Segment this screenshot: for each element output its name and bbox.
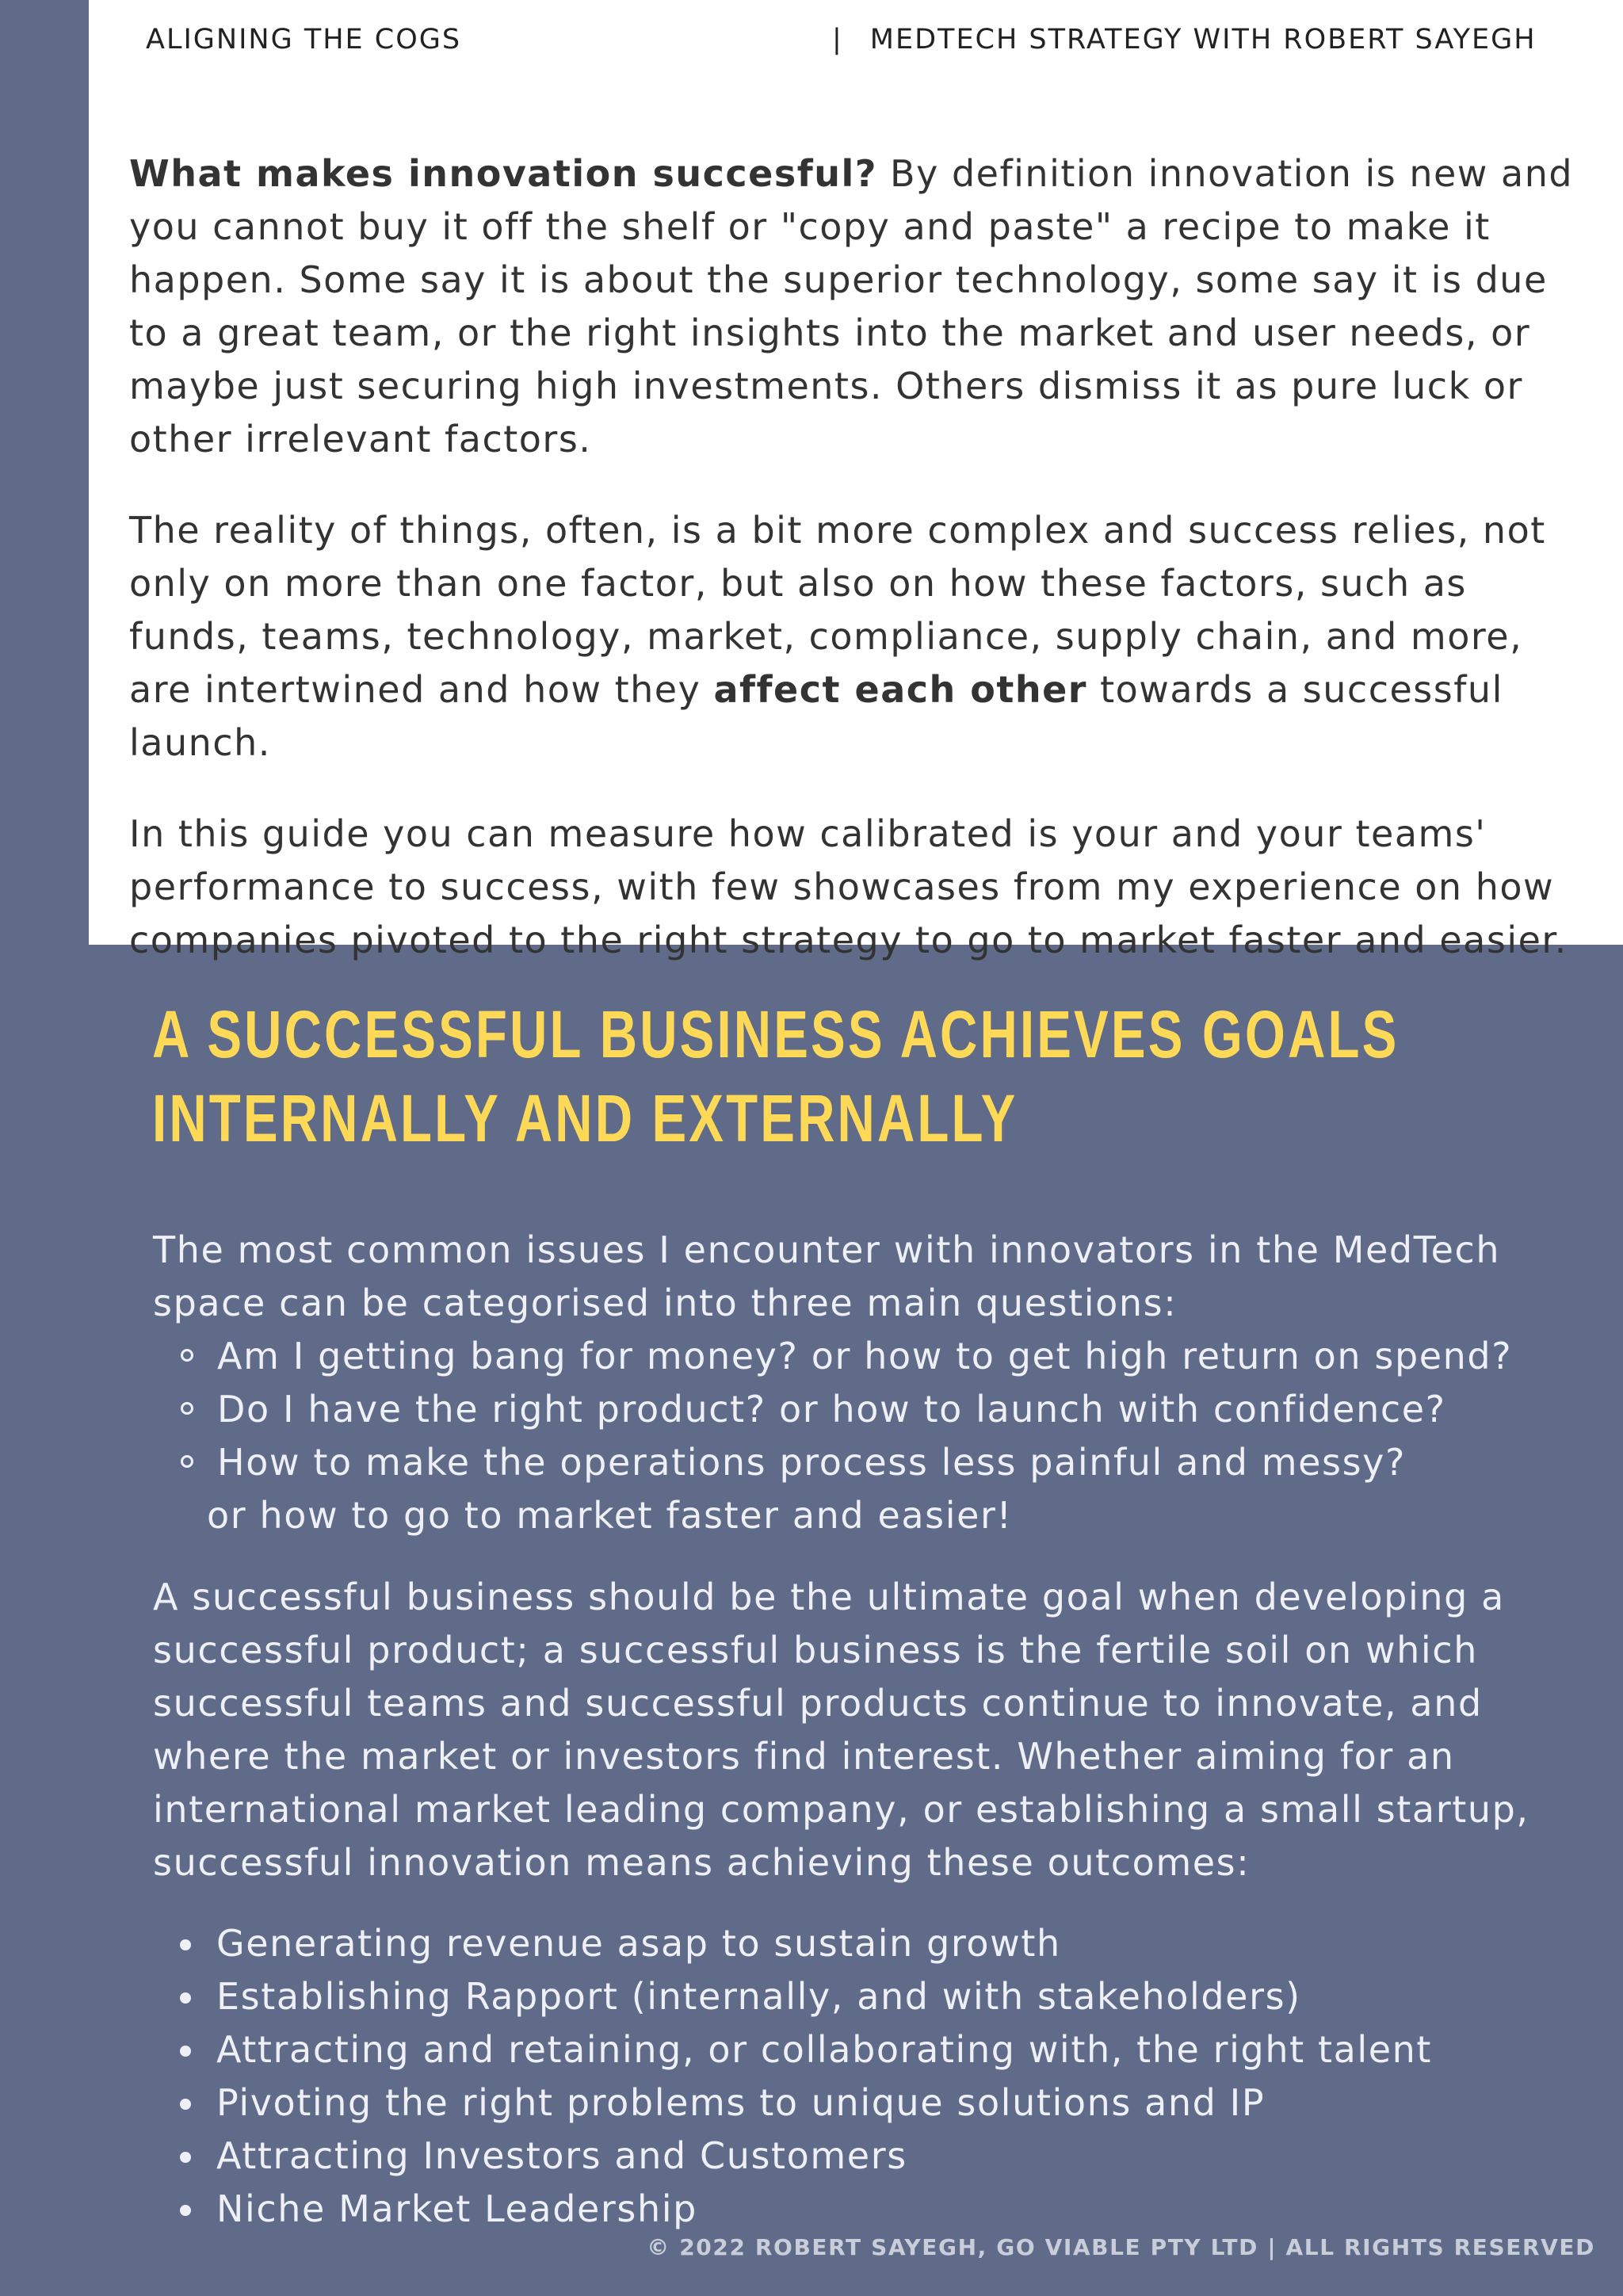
goals-section: [89, 945, 1623, 2296]
question-text: How to make the operations process less painful and messy?: [217, 1441, 1406, 1484]
questions-block: [153, 1224, 1579, 1542]
header-right-text: MEDTECH STRATEGY WITH ROBERT SAYEGH: [869, 24, 1537, 55]
header-right-title: [832, 24, 1537, 55]
intro-paragraph-2-text-b: towards a successful launch.: [129, 668, 1503, 764]
outcome-text: Attracting and retaining, or collaborating with, the right talent: [216, 2028, 1433, 2071]
intro-text: [129, 147, 1587, 1005]
section-heading-line-2: INTERNALLY AND EXTERNALLY: [152, 1081, 1018, 1156]
list-item: [181, 1436, 1579, 1542]
bullet-icon: [180, 2046, 191, 2057]
intro-question: What makes innovation succesful?: [129, 152, 877, 195]
outcomes-paragraph: [153, 1571, 1579, 1889]
header-separator: |: [832, 24, 843, 55]
list-item: [180, 2183, 1432, 2236]
list-item: [180, 2130, 1432, 2183]
intro-paragraph-1-text: By definition innovation is new and you cannot buy it off the shelf or "copy and paste" a recipe to make it happen. Some say it is about the superior technology, some say it is due to a great team, or the right insights into the market and user needs, or maybe just securing high investments. Others dismiss it as pure luck or other irrelevant factors.: [129, 152, 1574, 460]
left-accent-strip: [0, 0, 89, 945]
list-item: [180, 1917, 1432, 1970]
section-heading: [152, 992, 1400, 1160]
bullet-icon: [180, 2099, 191, 2110]
question-text: Do I have the right product? or how to launch with confidence?: [217, 1388, 1446, 1431]
outcomes-list: [180, 1917, 1432, 2236]
list-item: [180, 2023, 1432, 2076]
circle-bullet-icon: [181, 1349, 193, 1362]
question-continuation: or how to go to market faster and easier!: [207, 1494, 1013, 1537]
outcomes-intro: A successful business should be the ultimate goal when developing a successful product; a successful business is the fertile soil on which successful teams and successful products continue to innovate, and where the market or investors find interest. Whether aiming for an international market leading company, or establishing a small startup, successful innovation means achieving these outcomes:: [153, 1576, 1529, 1884]
circle-bullet-icon: [181, 1455, 193, 1468]
outcome-text: Attracting Investors and Customers: [216, 2134, 907, 2177]
list-item: [180, 1970, 1432, 2023]
list-item: [180, 2076, 1432, 2130]
bullet-icon: [180, 1992, 191, 2004]
list-item: [181, 1383, 1579, 1436]
outcome-text: Niche Market Leadership: [216, 2187, 697, 2230]
bullet-icon: [180, 2152, 191, 2163]
intro-paragraph-2-text-a: The reality of things, often, is a bit more complex and success relies, not only on more than one factor, but also on how these factors, such as funds, teams, technology, market, compliance, supply chain, and more, are intertwined and how they: [129, 509, 1546, 711]
outcome-text: Generating revenue asap to sustain growth: [216, 1922, 1061, 1965]
questions-intro: The most common issues I encounter with innovators in the MedTech space can be categorised into three main questions:: [153, 1228, 1501, 1324]
copyright-footer: © 2022 ROBERT SAYEGH, GO VIABLE PTY LTD | ALL RIGHTS RESERVED: [647, 2234, 1595, 2260]
question-text: Am I getting bang for money? or how to get high return on spend?: [217, 1335, 1513, 1377]
intro-paragraph-2-emphasis: affect each other: [713, 668, 1087, 711]
outcome-text: Pivoting the right problems to unique solutions and IP: [216, 2081, 1266, 2124]
page-header: [0, 24, 1623, 63]
questions-list: [153, 1330, 1579, 1542]
intro-paragraph-2: [129, 504, 1587, 770]
header-left-title: ALIGNING THE COGS: [146, 24, 462, 55]
outcome-text: Establishing Rapport (internally, and with stakeholders): [216, 1975, 1301, 2018]
intro-paragraph-1: [129, 147, 1587, 466]
circle-bullet-icon: [181, 1402, 193, 1415]
section-heading-line-1: A SUCCESSFUL BUSINESS ACHIEVES GOALS: [152, 997, 1400, 1072]
bullet-icon: [180, 1939, 191, 1950]
bullet-icon: [180, 2205, 191, 2216]
intro-paragraph-3: In this guide you can measure how calibrated is your and your teams' performance to success, with few showcases from my experience on how companies pivoted to the right strategy to go to market faster and easier.: [129, 812, 1568, 961]
list-item: [181, 1330, 1579, 1383]
